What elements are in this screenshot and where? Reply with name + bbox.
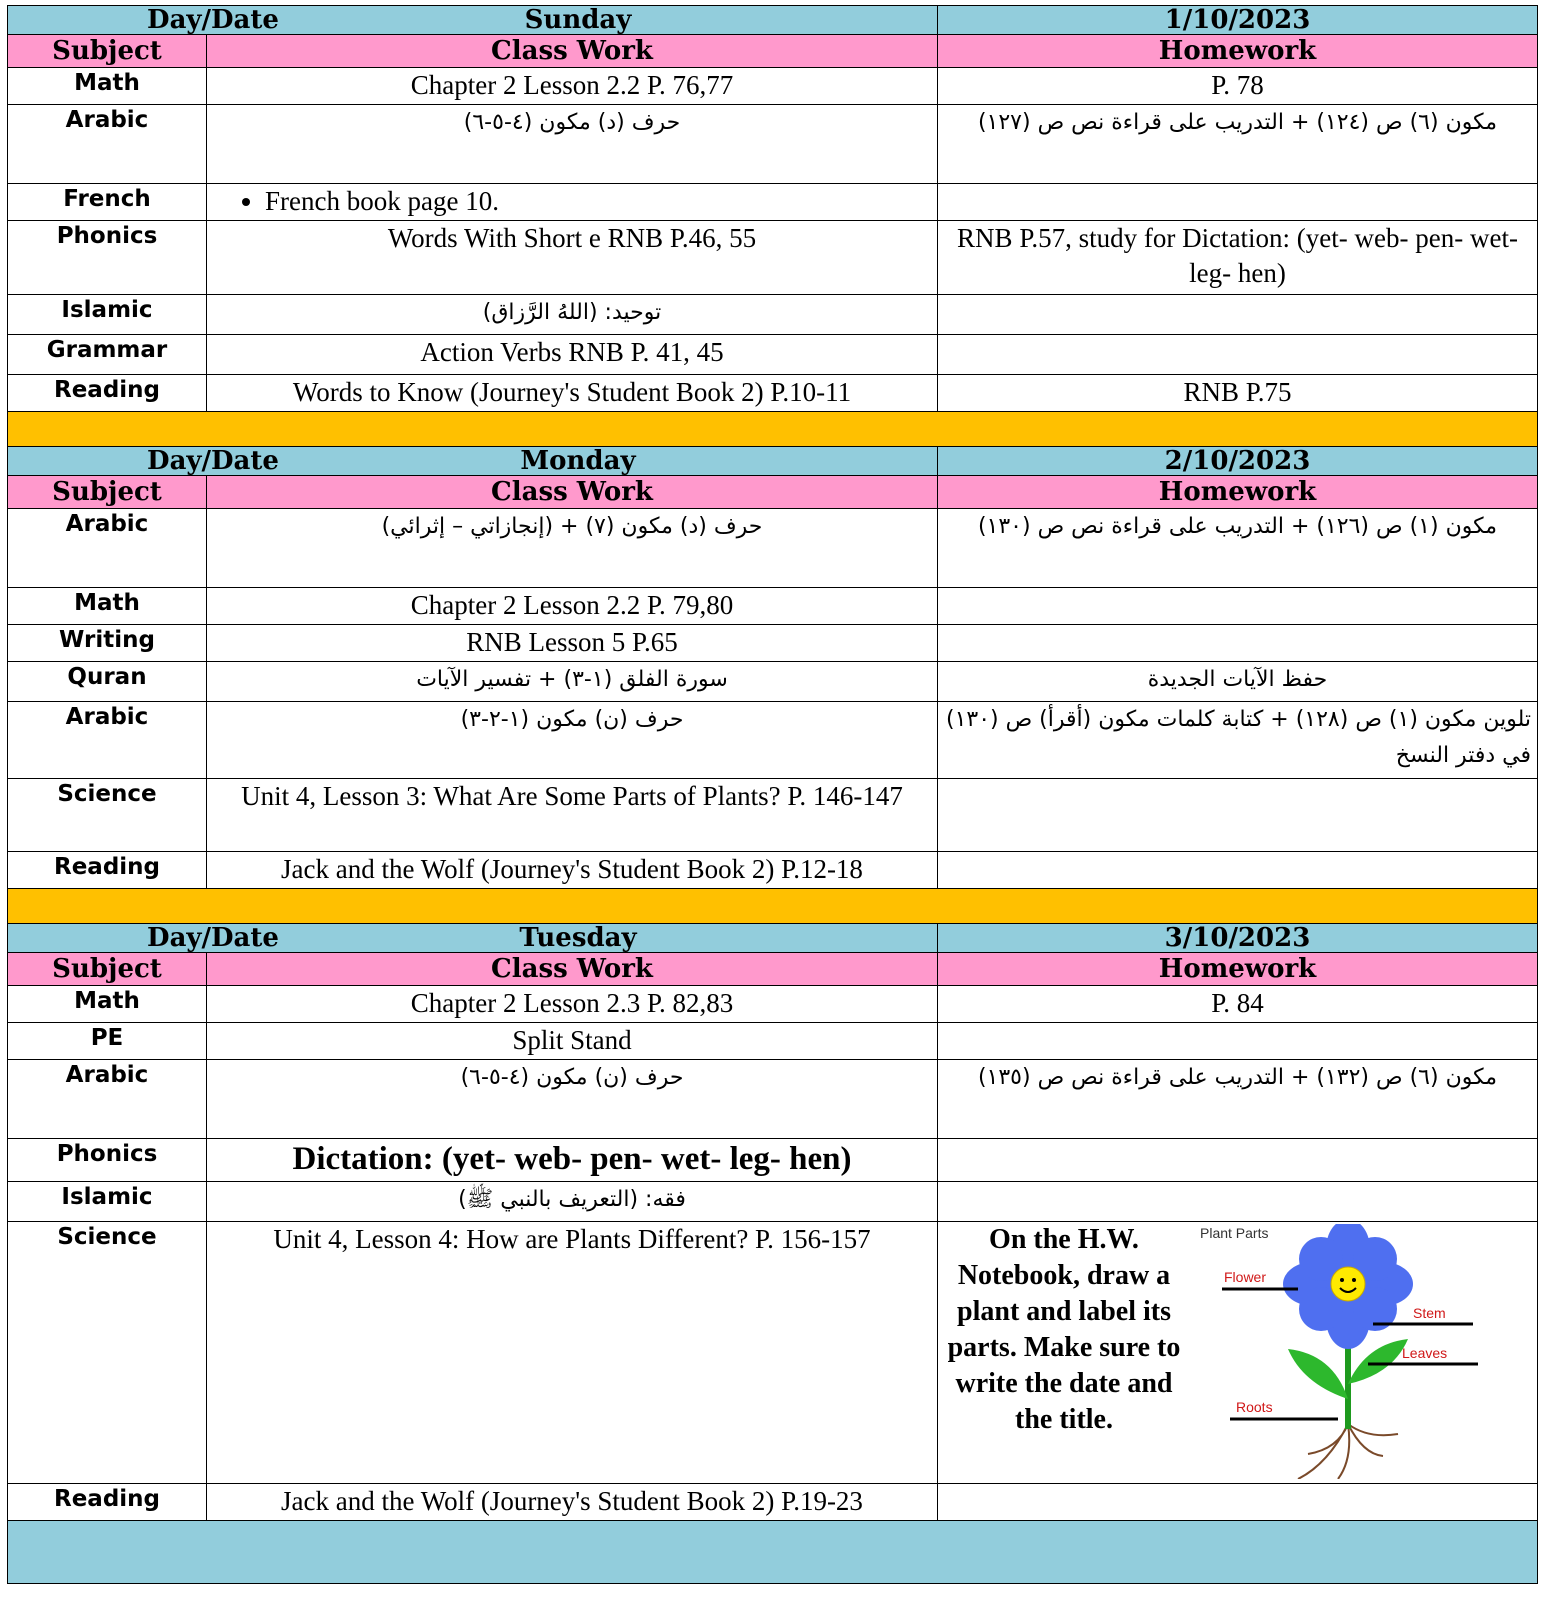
classwork-cell: RNB Lesson 5 P.65	[207, 625, 938, 662]
plant-parts-diagram	[1188, 1224, 1488, 1479]
homework-cell	[938, 1139, 1538, 1182]
science-instructions: On the H.W. Notebook, draw a plant and label its parts. Make sure to write the date and the title.	[947, 1224, 1181, 1435]
subject-cell: Reading	[8, 1484, 207, 1521]
day-name: Monday	[520, 446, 636, 476]
date-cell: 3/10/2023	[938, 924, 1538, 953]
list-item: • French book page 10.	[265, 184, 931, 219]
roots-icon	[1298, 1424, 1398, 1479]
table-row	[8, 335, 1538, 375]
classwork-cell: Chapter 2 Lesson 2.2 P. 76,77	[207, 68, 938, 105]
homework-cell: RNB P.57, study for Dictation: (yet- web- pen- wet- leg- hen)	[938, 221, 1538, 295]
classwork-cell: Words to Know (Journey's Student Book 2) P.10-11	[207, 375, 938, 412]
subject-cell: Arabic	[8, 1060, 207, 1139]
homework-cell	[938, 779, 1538, 852]
table-row	[8, 1222, 1538, 1484]
day-header-row	[8, 447, 1538, 476]
homework-cell	[938, 1023, 1538, 1060]
flower-label: Flower	[1224, 1269, 1267, 1285]
table-row	[8, 986, 1538, 1023]
homework-cell: حفظ الآيات الجديدة	[938, 662, 1538, 702]
subject-cell: Arabic	[8, 702, 207, 779]
classwork-cell: Unit 4, Lesson 4: How are Plants Different? P. 156-157	[207, 1222, 938, 1484]
homework-schedule	[7, 5, 1537, 1584]
homework-cell: مكون (٦) ص (١٢٤) + التدريب على قراءة نص ص (١٢٧)	[938, 105, 1538, 184]
day-date-label: Day/Date	[147, 446, 279, 476]
date-cell: 2/10/2023	[938, 447, 1538, 476]
date-cell: 1/10/2023	[938, 6, 1538, 35]
classwork-cell: توحيد: (اللهُ الرَّزاق)	[207, 295, 938, 335]
classwork-cell	[207, 184, 938, 221]
subject-cell: PE	[8, 1023, 207, 1060]
table-row	[8, 1139, 1538, 1182]
table-row	[8, 1023, 1538, 1060]
leaves-label: Leaves	[1402, 1345, 1448, 1361]
day-separator	[8, 412, 1538, 447]
subject-cell: Phonics	[8, 1139, 207, 1182]
table-row	[8, 588, 1538, 625]
homework-cell	[938, 1484, 1538, 1521]
table-row	[8, 184, 1538, 221]
homework-cell	[938, 1222, 1538, 1484]
subject-cell: Arabic	[8, 105, 207, 184]
homework-cell	[938, 184, 1538, 221]
homework-cell: تلوين مكون (١) ص (١٢٨) + كتابة كلمات مكون (أقرأ) ص (١٣٠) في دفتر النسخ	[938, 702, 1538, 779]
footer-band	[8, 1521, 1538, 1584]
subject-cell: Math	[8, 986, 207, 1023]
subject-cell: Math	[8, 68, 207, 105]
classwork-header: Class Work	[207, 476, 938, 509]
column-header-row	[8, 953, 1538, 986]
classwork-cell: حرف (ن) مكون (٤-٥-٦)	[207, 1060, 938, 1139]
schedule-table	[7, 5, 1538, 1584]
table-row	[8, 779, 1538, 852]
day-date-cell	[8, 924, 938, 953]
homework-cell	[938, 295, 1538, 335]
day-date-label: Day/Date	[147, 923, 279, 953]
diagram-title: Plant Parts	[1200, 1225, 1269, 1241]
homework-cell: مكون (١) ص (١٢٦) + التدريب على قراءة نص ص (١٣٠)	[938, 509, 1538, 588]
subject-cell: Grammar	[8, 335, 207, 375]
subject-cell: Science	[8, 779, 207, 852]
day-name: Tuesday	[519, 923, 637, 953]
classwork-cell: Split Stand	[207, 1023, 938, 1060]
homework-cell: P. 84	[938, 986, 1538, 1023]
homework-cell: RNB P.75	[938, 375, 1538, 412]
classwork-cell: Chapter 2 Lesson 2.3 P. 82,83	[207, 986, 938, 1023]
subject-cell: Phonics	[8, 221, 207, 295]
homework-cell	[938, 1182, 1538, 1222]
table-row	[8, 625, 1538, 662]
classwork-cell: سورة الفلق (١-٣) + تفسير الآيات	[207, 662, 938, 702]
day-date-cell	[8, 6, 938, 35]
homework-header: Homework	[938, 35, 1538, 68]
table-row	[8, 662, 1538, 702]
day-header-row	[8, 6, 1538, 35]
subject-header: Subject	[8, 35, 207, 68]
homework-cell	[938, 588, 1538, 625]
homework-cell	[938, 852, 1538, 889]
subject-cell: Reading	[8, 375, 207, 412]
day-date-label: Day/Date	[147, 5, 279, 35]
classwork-cell: حرف (ن) مكون (١-٢-٣)	[207, 702, 938, 779]
subject-cell: Math	[8, 588, 207, 625]
classwork-cell: Action Verbs RNB P. 41, 45	[207, 335, 938, 375]
day-date-cell	[8, 447, 938, 476]
subject-cell: Islamic	[8, 295, 207, 335]
homework-header: Homework	[938, 953, 1538, 986]
column-header-row	[8, 35, 1538, 68]
table-row	[8, 1182, 1538, 1222]
classwork-cell: Jack and the Wolf (Journey's Student Book 2) P.12-18	[207, 852, 938, 889]
table-row	[8, 221, 1538, 295]
classwork-header: Class Work	[207, 35, 938, 68]
classwork-cell: حرف (د) مكون (٧) + (إنجازاتي – إثرائي)	[207, 509, 938, 588]
classwork-cell: فقه: (التعريف بالنبي ﷺ)	[207, 1182, 938, 1222]
table-row	[8, 702, 1538, 779]
table-row	[8, 68, 1538, 105]
table-row	[8, 1484, 1538, 1521]
table-row	[8, 509, 1538, 588]
subject-cell: Arabic	[8, 509, 207, 588]
day-header-row	[8, 924, 1538, 953]
subject-cell: Reading	[8, 852, 207, 889]
subject-cell: Science	[8, 1222, 207, 1484]
table-row	[8, 1060, 1538, 1139]
subject-header: Subject	[8, 953, 207, 986]
classwork-cell: حرف (د) مكون (٤-٥-٦)	[207, 105, 938, 184]
subject-cell: Islamic	[8, 1182, 207, 1222]
table-row	[8, 295, 1538, 335]
homework-header: Homework	[938, 476, 1538, 509]
classwork-cell: Chapter 2 Lesson 2.2 P. 79,80	[207, 588, 938, 625]
roots-label: Roots	[1236, 1399, 1273, 1415]
table-row	[8, 375, 1538, 412]
classwork-header: Class Work	[207, 953, 938, 986]
flower-icon	[1283, 1224, 1413, 1349]
table-row	[8, 852, 1538, 889]
homework-cell: مكون (٦) ص (١٣٢) + التدريب على قراءة نص ص (١٣٥)	[938, 1060, 1538, 1139]
day-name: Sunday	[524, 5, 632, 35]
column-header-row	[8, 476, 1538, 509]
table-row	[8, 105, 1538, 184]
homework-cell	[938, 335, 1538, 375]
classwork-cell: Words With Short e RNB P.46, 55	[207, 221, 938, 295]
homework-cell	[938, 625, 1538, 662]
classwork-cell: Unit 4, Lesson 3: What Are Some Parts of Plants? P. 146-147	[207, 779, 938, 852]
subject-cell: Quran	[8, 662, 207, 702]
homework-cell: P. 78	[938, 68, 1538, 105]
classwork-cell: Dictation: (yet- web- pen- wet- leg- hen)	[207, 1139, 938, 1182]
subject-cell: Writing	[8, 625, 207, 662]
classwork-cell: Jack and the Wolf (Journey's Student Book 2) P.19-23	[207, 1484, 938, 1521]
subject-cell: French	[8, 184, 207, 221]
day-separator	[8, 889, 1538, 924]
subject-header: Subject	[8, 476, 207, 509]
stem-label: Stem	[1413, 1305, 1446, 1321]
